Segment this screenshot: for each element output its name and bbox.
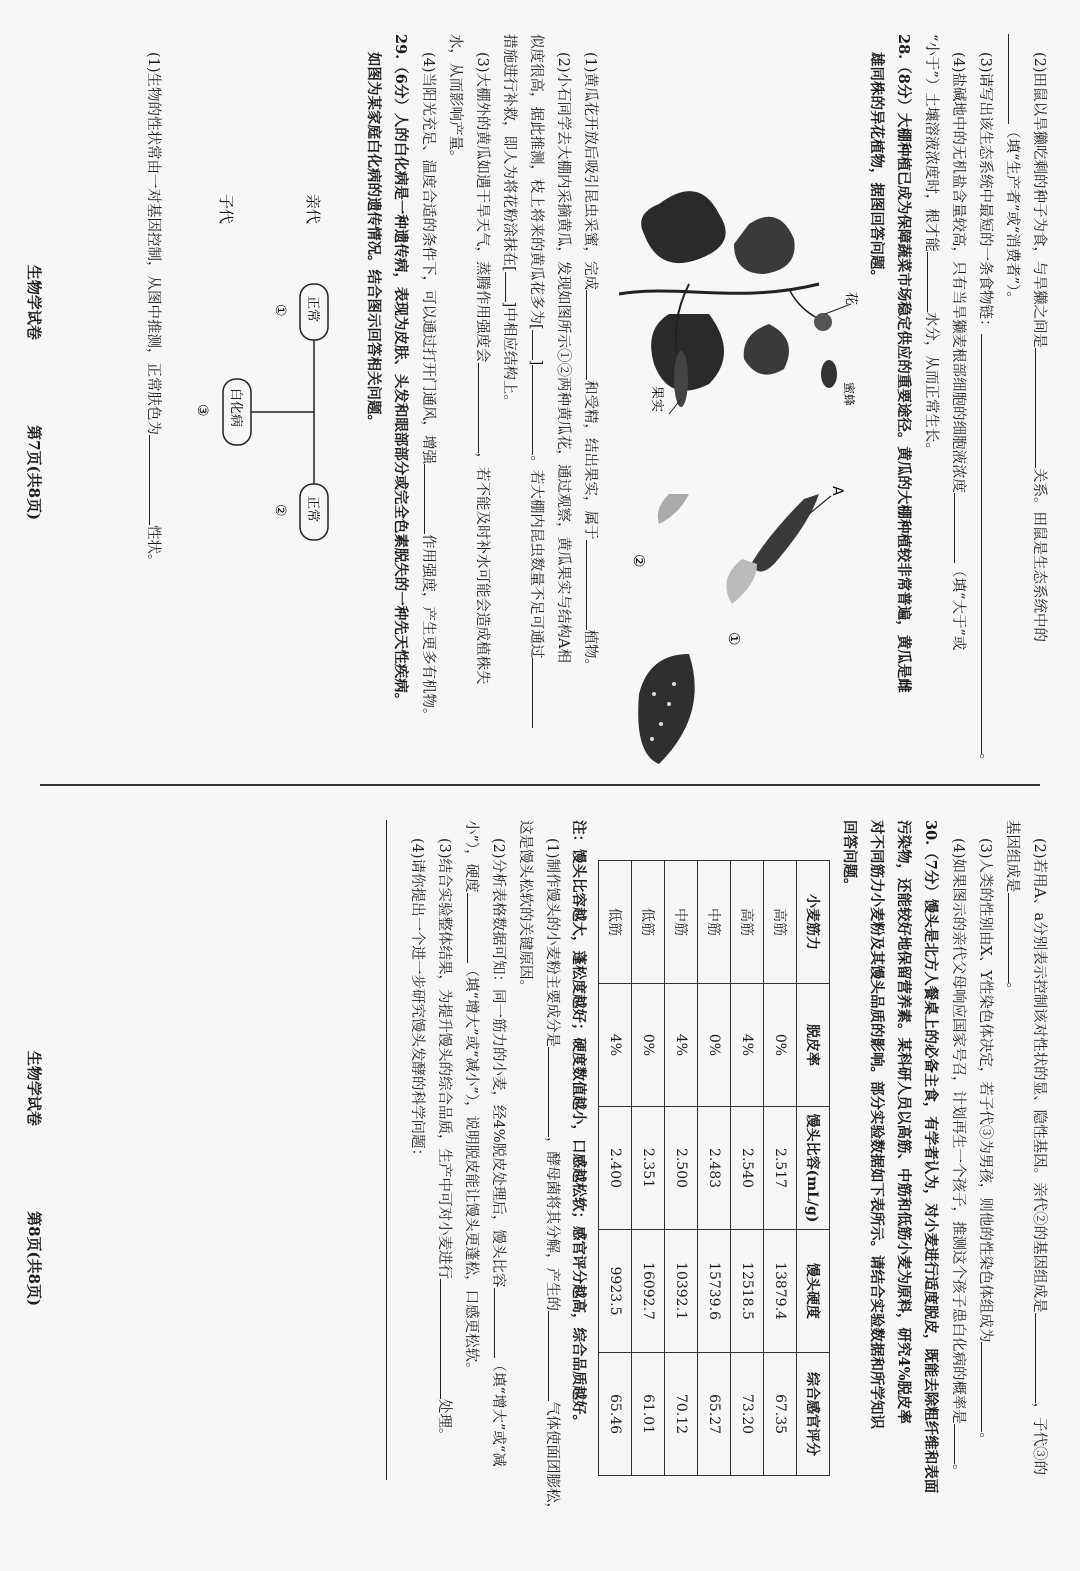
q27-4-line1: (4)盐碱地中的无机盐含量较高，只有当旱獭麦根部细胞的细胞液浓度（填“大于”或 <box>944 34 971 751</box>
q30-3-line: (3)结合实验整体结果，为提升馒头的综合品质，生产中可对小麦进行处理。 <box>430 820 457 1537</box>
q30-heading: 30.（7分）馒头是北方人餐桌上的必备主食，有学者认为，对小麦进行适度脱皮，既能去除粗纤维和表面 <box>922 820 939 1494</box>
q30-heading-3: 对不同筋力小麦粉及其馒头品质的影响。部分实验数据如下表所示。请结合实验数据和所学知识 <box>868 820 885 1429</box>
table-cell: 15739.6 <box>698 1230 731 1353</box>
cucumber-plant-illustration <box>609 164 859 424</box>
q27-3-line: (3)请写出该生态系统中最短的一条食物链：。 <box>971 34 998 751</box>
label-flower-1: ① <box>725 632 743 646</box>
q29-4-line: (4)如果图示的亲代父母响应国家号召，计划再生一个孩子，推测这个孩子患白化病的概率是。 <box>944 820 971 1537</box>
q30-2-line1: (2)分析表格数据可知：同一筋力的小麦，经4%脱皮处理后，馒头比容（填“增大”或“减 <box>484 820 511 1537</box>
table-cell: 低筋 <box>599 861 632 984</box>
table-cell: 61.01 <box>632 1353 665 1476</box>
table-cell: 2.483 <box>698 1107 731 1230</box>
q29-heading: 29.（6分）人的白化病是一种遗传病，表现为皮肤、头发和眼部部分或完全色素脱失的一种先天性疾病。 <box>392 34 409 708</box>
col-header: 馒头比容(mL/g) <box>797 1107 830 1230</box>
table-cell: 2.517 <box>764 1107 797 1230</box>
q28-1-line: (1)黄瓜花开放后吸引昆虫采蜜，完成和受精，结出果实，属于植物。 <box>576 34 603 751</box>
table-cell: 16092.7 <box>632 1230 665 1353</box>
table-cell: 2.540 <box>731 1107 764 1230</box>
q29-3-line: (3)人类的性别由X、Y性染色体决定，若子代③为男孩，则他的性染色体组成为。 <box>971 820 998 1537</box>
col-header: 小麦筋力 <box>797 861 830 984</box>
q30-4-line: (4)请你提出一个进一步研究馒头发酵的科学问题： <box>409 838 425 1164</box>
q30-heading-4: 回答问题。 <box>841 820 858 893</box>
q28-3-line2: 水，从而影响产量。 <box>447 34 463 165</box>
footer-page-7: 第7页(共8页) <box>25 425 43 521</box>
label-flower: 花 <box>843 292 858 306</box>
q30-4-answer-line <box>376 820 403 1537</box>
parent-1-text: 正常 <box>305 296 320 323</box>
table-cell: 高筋 <box>764 861 797 984</box>
table-cell: 0% <box>632 984 665 1107</box>
table-cell: 73.20 <box>731 1353 764 1476</box>
pedigree-diagram <box>166 34 356 734</box>
page-8 <box>0 786 1080 1571</box>
table-cell: 65.27 <box>698 1353 731 1476</box>
pedigree-parents-label: 亲代 <box>304 194 322 225</box>
table-cell: 4% <box>599 984 632 1107</box>
cucumber-flowers-illustration <box>609 454 849 774</box>
table-cell: 2.351 <box>632 1107 665 1230</box>
child-3-text: 白化病 <box>228 388 243 428</box>
table-row <box>632 861 665 1476</box>
label-fruit: 果实 <box>649 386 664 413</box>
q27-4-line2: “小于”）土壤溶液浓度时，根才能水分，从而正常生长。 <box>917 34 944 751</box>
q30-2-line2: 小”），硬度（填“增大”或“减小”），说明脱皮能让馒头更蓬松，口感更松软。 <box>457 820 484 1537</box>
table-header-row <box>797 861 830 1476</box>
table-cell: 13879.4 <box>764 1230 797 1353</box>
table-cell: 低筋 <box>632 861 665 984</box>
label-structure-a: A <box>829 486 845 496</box>
q29-1-line: (1)生物的性状常由一对基因控制，从图中推测，正常肤色为性状。 <box>139 34 166 751</box>
table-cell: 0% <box>764 984 797 1107</box>
pedigree-children-label: 子代 <box>217 194 235 225</box>
q28-3-line1: (3)大棚外的黄瓜如遇干旱天气，蒸腾作用强度会，若不能及时补水可能会造成植株失 <box>468 34 495 751</box>
footer-subject-8: 生物学试卷 <box>25 1050 43 1126</box>
q30-1-line1: (1)制作馒头的小麦粉主要成分是，酵母菌将其分解，产生的气体使面团膨松， <box>538 820 565 1537</box>
table-cell: 中筋 <box>698 861 731 984</box>
table-row <box>764 861 797 1476</box>
q28-4-line: (4)当阳光充足、温度合适的条件下，可以通过打开门通风，增强作用强度，产生更多有机物。 <box>414 34 441 751</box>
col-header: 馒头硬度 <box>797 1230 830 1353</box>
q29-2-line2: 基因组成是。 <box>998 820 1025 1537</box>
child-3-number: ③ <box>194 404 210 417</box>
table-cell: 4% <box>665 984 698 1107</box>
table-cell: 12518.5 <box>731 1230 764 1353</box>
table-cell: 70.12 <box>665 1353 698 1476</box>
q28-2-line1: (2)小石同学去大棚内采摘黄瓜，发现如图所示①②两种黄瓜花，通过观察，黄瓜果实与结构A相 <box>555 52 571 664</box>
table-cell: 2.400 <box>599 1107 632 1230</box>
q28-2-line3: 措施进行补救，即人为将花粉涂抹在[]中相应结构上。 <box>495 34 522 751</box>
table-note: 注：馒头比容越大，蓬松度越好；硬度数值越小，口感越松软；感官评分越高，综合品质越好。 <box>570 820 587 1429</box>
cucumber-figure <box>609 34 859 751</box>
footer-subject-7: 生物学试卷 <box>25 264 43 340</box>
page-7 <box>0 0 1080 785</box>
table-row <box>665 861 698 1476</box>
q30-heading-2: 污染物，还能较好地保留营养素。某科研人员以高筋、中筋和低筋小麦为原料，研究4%脱皮率 <box>895 820 912 1424</box>
col-header: 脱皮率 <box>797 984 830 1107</box>
table-cell: 高筋 <box>731 861 764 984</box>
q27-2-line1: (2)田鼠以旱獭吃剩的种子为食，与旱獭之间是关系。田鼠是生态系统中的 <box>1025 34 1052 751</box>
pedigree-chart <box>166 34 356 751</box>
parent-2-number: ② <box>272 504 288 517</box>
col-header: 综合感官评分 <box>797 1353 830 1476</box>
q28-heading-2: 雄同株的异花植物，据图回答问题。 <box>868 52 885 284</box>
page-8-footer <box>24 786 45 1571</box>
label-flower-2: ② <box>630 554 648 568</box>
q29-heading-2: 如图为某家庭白化病的遗传情况。结合图示回答相关问题。 <box>365 52 382 429</box>
table-row <box>599 861 632 1476</box>
label-bee: 蜜蜂 <box>842 382 856 407</box>
table-row <box>731 861 764 1476</box>
table-cell: 65.46 <box>599 1353 632 1476</box>
table-row <box>698 861 731 1476</box>
q29-2-line1: (2)若用A、a分别表示控制该对性状的显、隐性基因。亲代②的基因组成是，子代③的 <box>1025 820 1052 1537</box>
table-cell: 4% <box>731 984 764 1107</box>
wheat-data-table <box>598 860 830 1476</box>
table-cell: 9923.5 <box>599 1230 632 1353</box>
table-cell: 2.500 <box>665 1107 698 1230</box>
q28-2-line2: 似度很高，据此推测，枝上将来的黄瓜花多为[]。若大棚内昆虫数量不足可通过 <box>522 34 549 751</box>
table-cell: 10392.1 <box>665 1230 698 1353</box>
table-cell: 67.35 <box>764 1353 797 1476</box>
q30-1-line2: 这是馒头松软的关键原因。 <box>517 820 533 994</box>
table-cell: 中筋 <box>665 861 698 984</box>
table-cell: 0% <box>698 984 731 1107</box>
q27-2-line2: （填“生产者”或“消费者”）。 <box>998 34 1025 751</box>
page-7-footer <box>24 0 45 785</box>
footer-page-8: 第8页(共8页) <box>25 1211 43 1307</box>
parent-1-number: ① <box>272 304 288 317</box>
parent-2-text: 正常 <box>305 496 320 523</box>
q28-heading: 28.（8分）大棚种植已成为保障蔬菜市场稳定供应的重要途径。黄瓜的大棚种植较非常普遍，黄瓜是雌 <box>895 34 912 693</box>
